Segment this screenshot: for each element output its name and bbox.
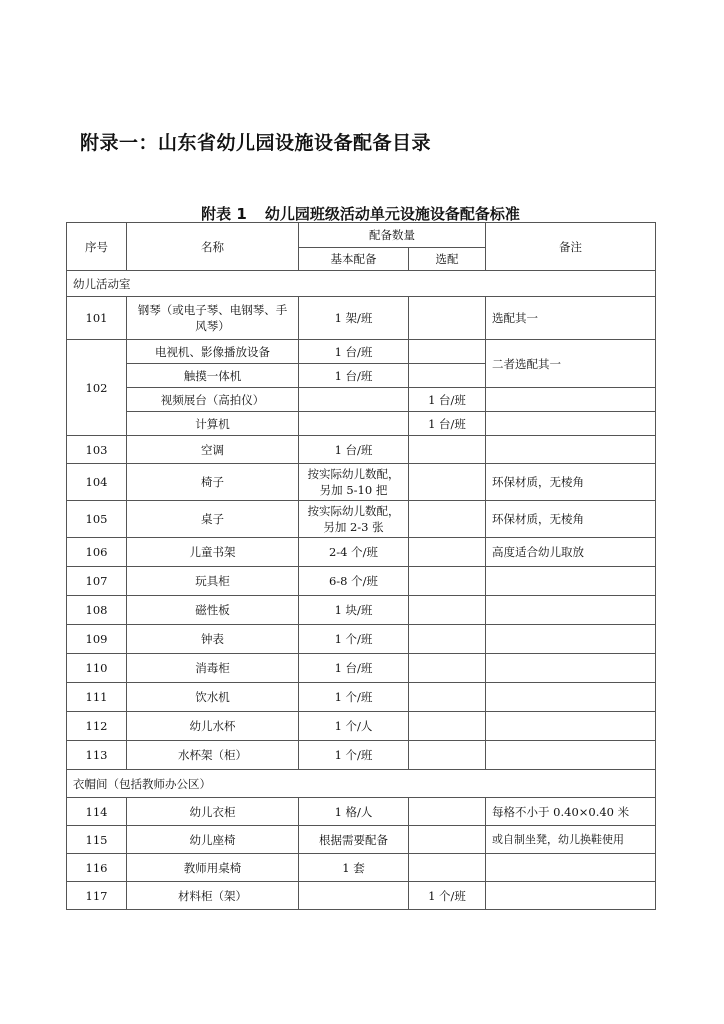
cell-remark <box>486 567 656 596</box>
header-row <box>67 223 656 248</box>
cell-basic: 1 套 <box>299 854 409 882</box>
cell-seq: 103 <box>67 436 127 464</box>
section-row <box>67 271 656 297</box>
header-quantity: 配备数量 <box>299 223 486 248</box>
cell-optional <box>409 826 486 854</box>
cell-seq: 112 <box>67 712 127 741</box>
table-row <box>67 412 656 436</box>
cell-name: 视频展台（高拍仪） <box>127 388 299 412</box>
cell-seq: 110 <box>67 654 127 683</box>
cell-optional <box>409 654 486 683</box>
cell-optional <box>409 464 486 501</box>
cell-name: 儿童书架 <box>127 538 299 567</box>
cell-optional <box>409 538 486 567</box>
cell-basic <box>299 412 409 436</box>
table-row <box>67 854 656 882</box>
cell-optional: 1 个/班 <box>409 882 486 910</box>
cell-seq: 102 <box>67 340 127 436</box>
cell-optional <box>409 364 486 388</box>
cell-seq: 106 <box>67 538 127 567</box>
header-basic: 基本配备 <box>299 248 409 271</box>
cell-remark: 二者选配其一 <box>486 340 656 388</box>
cell-basic: 1 台/班 <box>299 654 409 683</box>
cell-seq: 114 <box>67 798 127 826</box>
cell-name: 计算机 <box>127 412 299 436</box>
cell-remark: 环保材质，无棱角 <box>486 501 656 538</box>
table-row <box>67 464 656 501</box>
cell-remark <box>486 625 656 654</box>
header-optional: 选配 <box>409 248 486 271</box>
header-remarks: 备注 <box>486 223 656 271</box>
cell-remark <box>486 596 656 625</box>
cell-remark: 选配其一 <box>486 297 656 340</box>
cell-remark <box>486 741 656 770</box>
header-seq: 序号 <box>67 223 127 271</box>
cell-name: 椅子 <box>127 464 299 501</box>
cell-remark <box>486 712 656 741</box>
cell-basic: 1 个/班 <box>299 625 409 654</box>
cell-seq: 117 <box>67 882 127 910</box>
cell-optional <box>409 741 486 770</box>
cell-remark: 高度适合幼儿取放 <box>486 538 656 567</box>
cell-remark <box>486 854 656 882</box>
cell-name: 幼儿水杯 <box>127 712 299 741</box>
table-row <box>67 882 656 910</box>
section-cloakroom: 衣帽间（包括教师办公区） <box>67 770 656 798</box>
cell-remark <box>486 654 656 683</box>
cell-remark: 环保材质，无棱角 <box>486 464 656 501</box>
cell-optional <box>409 625 486 654</box>
table-row <box>67 567 656 596</box>
table-number: 附表 1 <box>201 205 247 223</box>
cell-name: 教师用桌椅 <box>127 854 299 882</box>
cell-name: 水杯架（柜） <box>127 741 299 770</box>
header-name: 名称 <box>127 223 299 271</box>
table-row <box>67 538 656 567</box>
cell-seq: 108 <box>67 596 127 625</box>
cell-optional <box>409 436 486 464</box>
cell-basic <box>299 388 409 412</box>
cell-seq: 113 <box>67 741 127 770</box>
cell-name: 幼儿衣柜 <box>127 798 299 826</box>
cell-name: 桌子 <box>127 501 299 538</box>
cell-optional <box>409 501 486 538</box>
cell-seq: 116 <box>67 854 127 882</box>
cell-remark <box>486 683 656 712</box>
table-row <box>67 798 656 826</box>
table-row <box>67 826 656 854</box>
cell-remark <box>486 412 656 436</box>
section-activity-room: 幼儿活动室 <box>67 271 656 297</box>
cell-basic: 6-8 个/班 <box>299 567 409 596</box>
cell-name: 空调 <box>127 436 299 464</box>
table-title: 幼儿园班级活动单元设施设备配备标准 <box>264 205 520 223</box>
cell-basic: 根据需要配备 <box>299 826 409 854</box>
cell-seq: 104 <box>67 464 127 501</box>
cell-basic: 按实际幼儿数配，另加 5-10 把 <box>299 464 409 501</box>
cell-seq: 111 <box>67 683 127 712</box>
cell-basic: 按实际幼儿数配，另加 2-3 张 <box>299 501 409 538</box>
cell-basic: 1 个/班 <box>299 741 409 770</box>
table-row <box>67 596 656 625</box>
table-row <box>67 625 656 654</box>
cell-name: 磁性板 <box>127 596 299 625</box>
cell-remark: 每格不小于 0.40×0.40 米 <box>486 798 656 826</box>
cell-basic: 1 个/班 <box>299 683 409 712</box>
table-row <box>67 741 656 770</box>
cell-optional <box>409 712 486 741</box>
cell-name: 钟表 <box>127 625 299 654</box>
cell-basic: 1 台/班 <box>299 436 409 464</box>
table-row <box>67 712 656 741</box>
cell-name: 消毒柜 <box>127 654 299 683</box>
cell-basic: 2-4 个/班 <box>299 538 409 567</box>
cell-name: 玩具柜 <box>127 567 299 596</box>
cell-name: 饮水机 <box>127 683 299 712</box>
cell-remark: 或自制坐凳，幼儿换鞋使用 <box>486 826 656 854</box>
cell-basic: 1 台/班 <box>299 364 409 388</box>
cell-basic: 1 架/班 <box>299 297 409 340</box>
cell-remark <box>486 436 656 464</box>
cell-basic <box>299 882 409 910</box>
cell-optional <box>409 567 486 596</box>
table-row <box>67 501 656 538</box>
table-row <box>67 436 656 464</box>
equipment-table <box>66 222 656 910</box>
cell-optional <box>409 297 486 340</box>
cell-remark <box>486 882 656 910</box>
cell-seq: 107 <box>67 567 127 596</box>
cell-name: 幼儿座椅 <box>127 826 299 854</box>
cell-optional: 1 台/班 <box>409 388 486 412</box>
table-row <box>67 683 656 712</box>
section-row <box>67 770 656 798</box>
table-row <box>67 388 656 412</box>
cell-seq: 101 <box>67 297 127 340</box>
cell-seq: 105 <box>67 501 127 538</box>
cell-seq: 109 <box>67 625 127 654</box>
cell-optional <box>409 798 486 826</box>
cell-optional <box>409 683 486 712</box>
table-caption <box>66 203 655 224</box>
cell-name: 电视机、影像播放设备 <box>127 340 299 364</box>
table-row <box>67 297 656 340</box>
cell-basic: 1 台/班 <box>299 340 409 364</box>
cell-seq: 115 <box>67 826 127 854</box>
cell-optional: 1 台/班 <box>409 412 486 436</box>
cell-basic: 1 个/人 <box>299 712 409 741</box>
table-row <box>67 654 656 683</box>
cell-basic: 1 块/班 <box>299 596 409 625</box>
cell-name: 触摸一体机 <box>127 364 299 388</box>
cell-remark <box>486 388 656 412</box>
cell-optional <box>409 596 486 625</box>
cell-optional <box>409 340 486 364</box>
cell-basic: 1 格/人 <box>299 798 409 826</box>
cell-optional <box>409 854 486 882</box>
table-row <box>67 340 656 364</box>
cell-name: 钢琴（或电子琴、电钢琴、手风琴） <box>127 297 299 340</box>
cell-name: 材料柜（架） <box>127 882 299 910</box>
page-heading: 附录一：山东省幼儿园设施设备配备目录 <box>80 132 432 154</box>
